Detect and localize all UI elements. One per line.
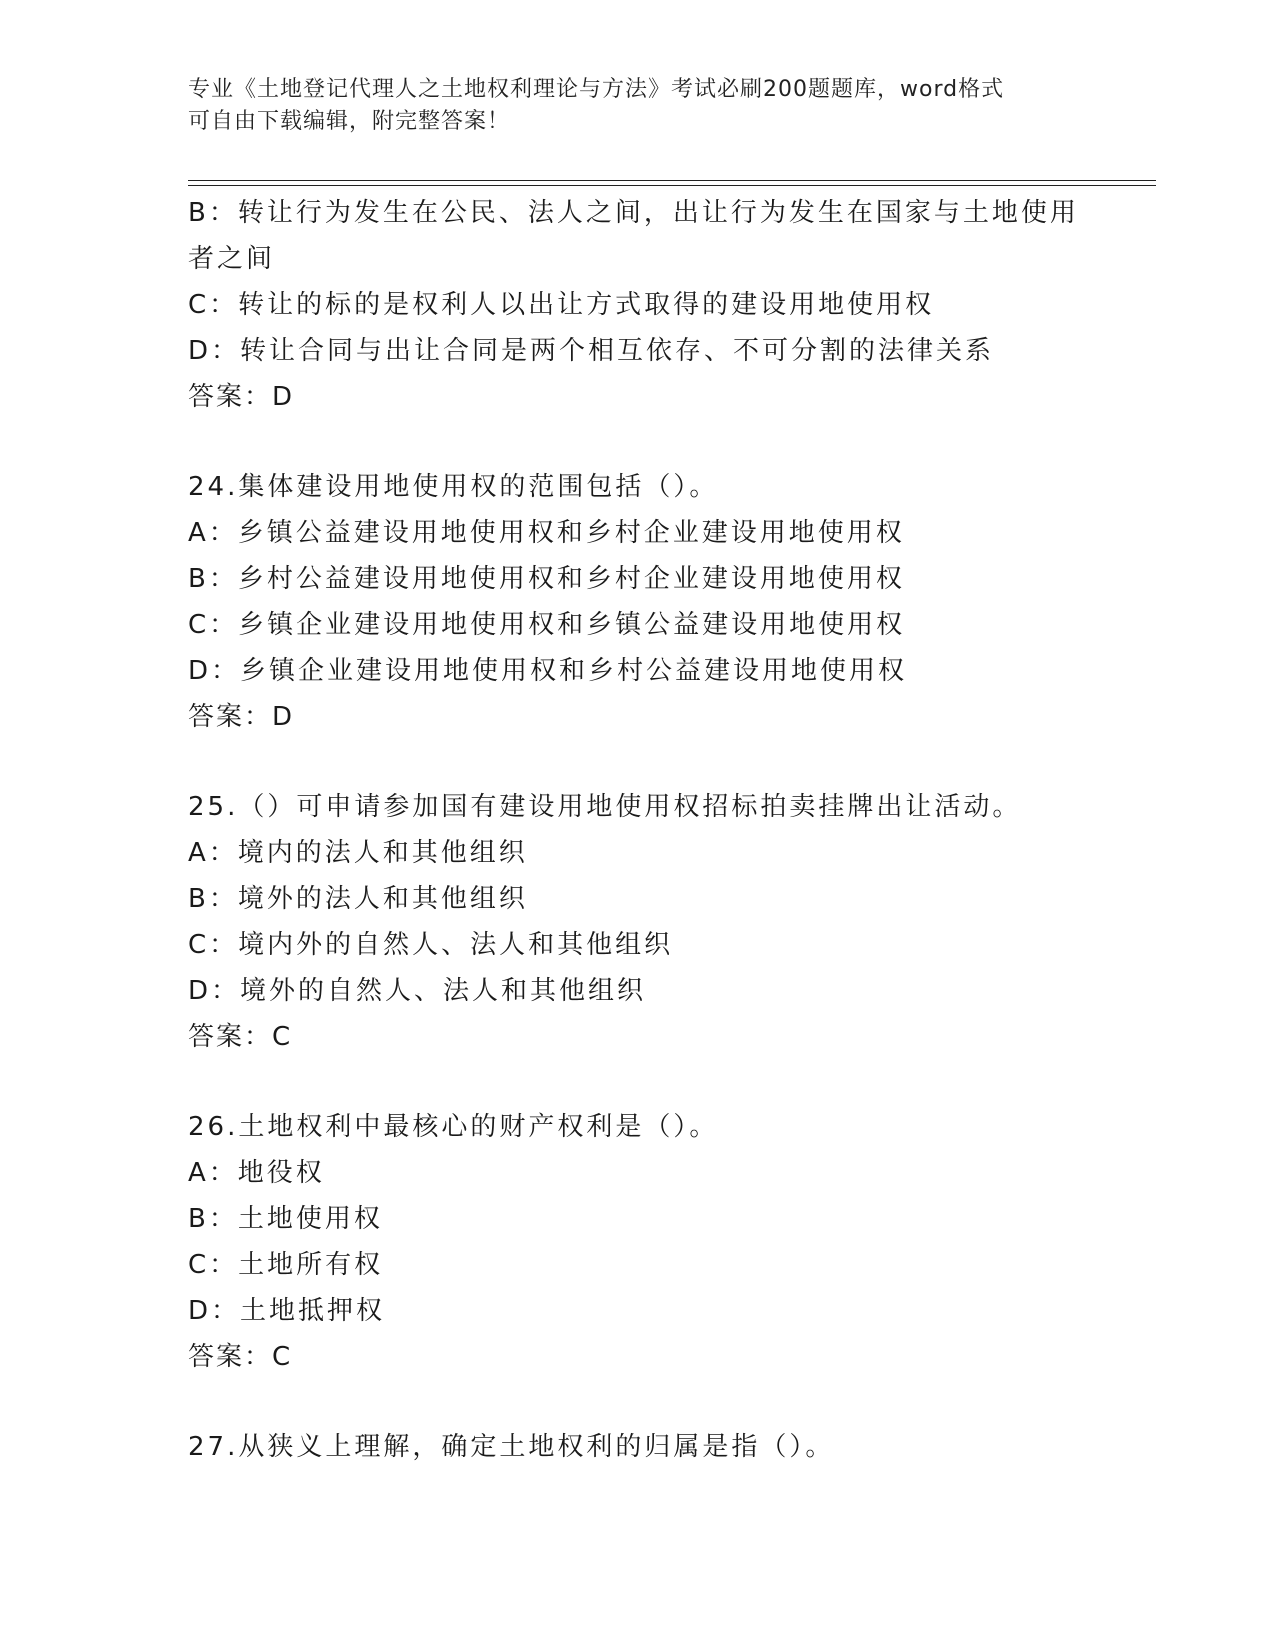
option-a: A：地役权 [188,1158,325,1188]
question-25 [188,784,1088,1060]
option-d: D：境外的自然人、法人和其他组织 [188,976,647,1006]
question-stem: 24.集体建设用地使用权的范围包括（）。 [188,472,719,502]
question-26 [188,1104,1088,1380]
question-content [188,190,1088,1470]
option-c: C：乡镇企业建设用地使用权和乡镇公益建设用地使用权 [188,610,906,640]
option-b: B：土地使用权 [188,1204,383,1234]
option-a: A：境内的法人和其他组织 [188,838,528,868]
question-27 [188,1424,1088,1470]
header-divider-bottom [188,185,1156,186]
header-divider-top [188,180,1156,181]
answer-text: 答案：D [188,702,295,732]
option-c: C：境内外的自然人、法人和其他组织 [188,930,674,960]
document-header [188,74,1088,138]
option-b-line2: 者之间 [188,244,276,274]
question-stem: 27.从狭义上理解，确定土地权利的归属是指（）。 [188,1432,835,1462]
option-c: C：土地所有权 [188,1250,384,1280]
option-b: B：乡村公益建设用地使用权和乡村企业建设用地使用权 [188,564,905,594]
option-d: D：土地抵押权 [188,1296,386,1326]
question-stem: 26.土地权利中最核心的财产权利是（）。 [188,1112,719,1142]
answer-text: 答案：D [188,382,295,412]
option-c: C：转让的标的是权利人以出让方式取得的建设用地使用权 [188,290,935,320]
header-title-line2: 可自由下载编辑，附完整答案！ [188,109,511,134]
option-a: A：乡镇公益建设用地使用权和乡村企业建设用地使用权 [188,518,905,548]
answer-text: 答案：C [188,1022,293,1052]
question-23-continuation [188,190,1088,420]
header-title-line1: 专业《土地登记代理人之土地权利理论与方法》考试必刷200题题库，word格式 [188,77,1005,102]
answer-text: 答案：C [188,1342,293,1372]
option-d: D：乡镇企业建设用地使用权和乡村公益建设用地使用权 [188,656,908,686]
question-24 [188,464,1088,740]
option-b-line1: B：转让行为发生在公民、法人之间，出让行为发生在国家与土地使用 [188,198,1079,228]
option-d: D：转让合同与出让合同是两个相互依存、不可分割的法律关系 [188,336,995,366]
option-b: B：境外的法人和其他组织 [188,884,528,914]
question-stem: 25.（）可申请参加国有建设用地使用权招标拍卖挂牌出让活动。 [188,792,1022,822]
